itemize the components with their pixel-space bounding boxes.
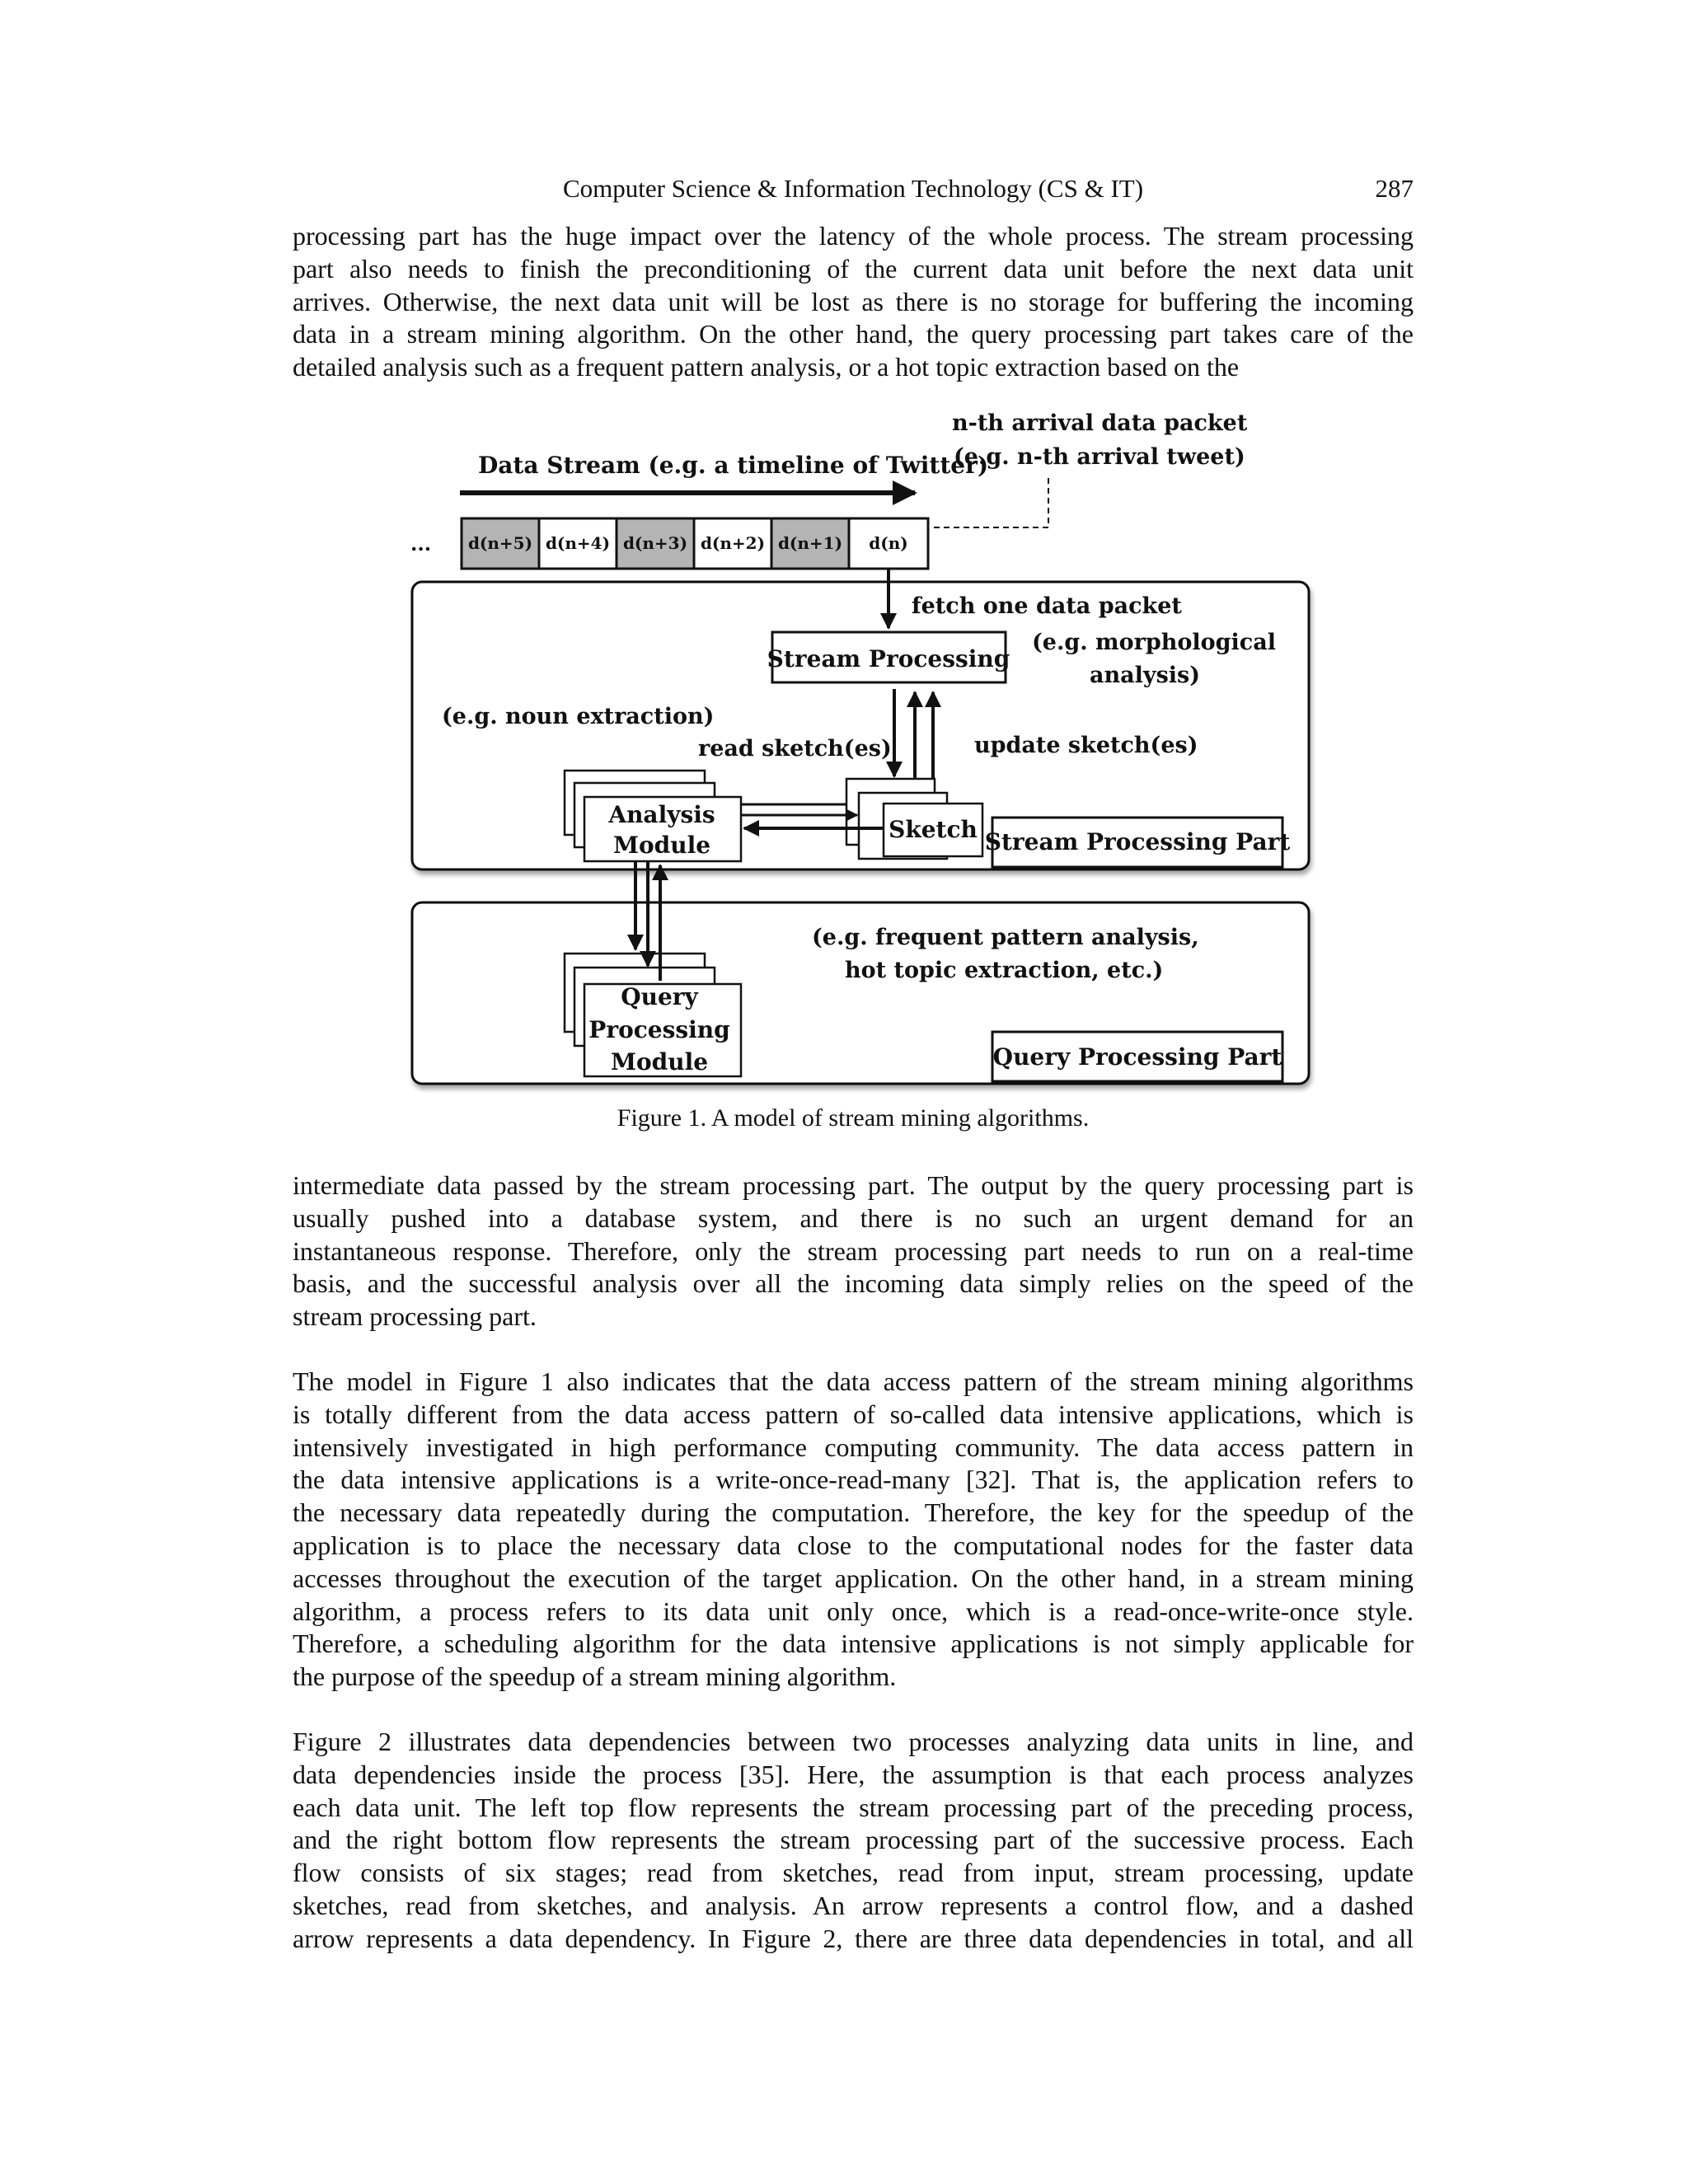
text-line: processing part has the huge impact over the latency of the whole process. The stream processing <box>293 221 1414 251</box>
query-label-2: Processing <box>588 1016 730 1043</box>
cell-label: d(n+2) <box>700 533 766 553</box>
text-line: is totally different from the data access pattern of so-called data intensive applications, which is <box>293 1399 1414 1429</box>
cell-label: d(n+1) <box>777 533 843 553</box>
text-line: application is to place the necessary data close to the computational nodes for the faster data <box>293 1530 1414 1560</box>
paragraph-2 <box>293 1169 1414 1333</box>
frequent-pattern-label-2: hot topic extraction, etc.) <box>845 958 1164 983</box>
text-line: sketches, read from sketches, and analysis. An arrow represents a control flow, and a dashed <box>293 1890 1414 1920</box>
text-line: and the right bottom flow represents the stream processing part of the successive process. Each <box>293 1825 1414 1855</box>
cell-label: d(n+3) <box>622 533 688 553</box>
page-number: 287 <box>1375 174 1414 203</box>
read-sketch-label: read sketch(es) <box>698 736 892 762</box>
figure-1-diagram <box>387 400 1335 1096</box>
text-line: the purpose of the speedup of a stream mining algorithm. <box>293 1661 897 1692</box>
paragraph-1 <box>293 220 1414 384</box>
header-title: Computer Science & Information Technology (CS & IT) <box>562 174 1144 203</box>
fetch-label: fetch one data packet <box>912 593 1182 619</box>
query-label-1: Query <box>621 983 698 1010</box>
analysis-label-1: Analysis <box>608 801 715 828</box>
text-line: intermediate data passed by the stream processing part. The output by the query processing part is <box>293 1170 1414 1200</box>
text-line: data in a stream mining algorithm. On the other hand, the query processing part takes care of the <box>293 319 1414 349</box>
text-line: stream processing part. <box>293 1301 537 1332</box>
cell-label: d(n+4) <box>545 533 611 553</box>
nth-arrival-label: n-th arrival data packet <box>952 410 1248 436</box>
text-line: intensively investigated in high performance computing community. The data access pattern in <box>293 1432 1414 1462</box>
text-line: accesses throughout the execution of the target application. On the other hand, in a stream mining <box>293 1563 1414 1593</box>
text-line: basis, and the successful analysis over all the incoming data simply relies on the speed of the <box>293 1268 1414 1299</box>
morph-label-1: (e.g. morphological <box>1032 630 1276 655</box>
sketch-label: Sketch <box>889 816 978 843</box>
figure-caption: Figure 1. A model of stream mining algorithms. <box>617 1104 1090 1132</box>
nth-arrival-example: (e.g. n-th arrival tweet) <box>954 444 1245 470</box>
text-line: each data unit. The left top flow represents the stream processing part of the preceding process, <box>293 1792 1414 1822</box>
noun-extraction-label: (e.g. noun extraction) <box>442 704 715 729</box>
data-stream-cells <box>462 518 928 569</box>
text-line: Therefore, a scheduling algorithm for the data intensive applications is not simply applicable for <box>293 1629 1414 1659</box>
dashed-connector <box>930 478 1048 527</box>
cell-label: d(n) <box>869 533 908 553</box>
paragraph-3 <box>293 1366 1414 1694</box>
ellipsis-label: ... <box>410 532 432 555</box>
text-line: detailed analysis such as a frequent pattern analysis, or a hot topic extraction based on the <box>293 352 1240 382</box>
running-header <box>293 174 1414 207</box>
query-processing-part-label: Query Processing Part <box>992 1043 1282 1071</box>
paragraph-4 <box>293 1726 1414 1956</box>
update-sketch-label: update sketch(es) <box>974 733 1198 758</box>
text-line: usually pushed into a database system, and there is no such an urgent demand for an <box>293 1202 1414 1233</box>
text-line: the data intensive applications is a write-once-read-many [32]. That is, the application refers to <box>293 1465 1414 1495</box>
text-line: arrives. Otherwise, the next data unit will be lost as there is no storage for buffering the incoming <box>293 286 1414 316</box>
text-line: instantaneous response. Therefore, only the stream processing part needs to run on a real-time <box>293 1235 1414 1266</box>
frequent-pattern-label-1: (e.g. frequent pattern analysis, <box>812 925 1199 950</box>
cell-label: d(n+5) <box>467 533 533 553</box>
stream-processing-label: Stream Processing <box>767 645 1010 673</box>
stream-processing-part-label: Stream Processing Part <box>984 828 1291 855</box>
text-line: The model in Figure 1 also indicates that the data access pattern of the stream mining algorithms <box>293 1366 1414 1396</box>
morph-label-2: analysis) <box>1090 663 1200 688</box>
text-line: arrow represents a data dependency. In Figure 2, there are three data dependencies in total, and all <box>293 1923 1414 1953</box>
text-line: algorithm, a process refers to its data unit only once, which is a read-once-write-once style. <box>293 1596 1414 1626</box>
text-line: part also needs to finish the preconditioning of the current data unit before the next data unit <box>293 253 1414 284</box>
text-line: the necessary data repeatedly during the computation. Therefore, the key for the speedup of the <box>293 1497 1414 1528</box>
analysis-label-2: Module <box>612 832 711 859</box>
query-label-3: Module <box>610 1048 709 1076</box>
text-line: data dependencies inside the process [35]. Here, the assumption is that each process analyzes <box>293 1759 1414 1789</box>
text-line: flow consists of six stages; read from sketches, read from input, stream processing, update <box>293 1858 1414 1888</box>
data-stream-label: Data Stream (e.g. a timeline of Twitter) <box>478 452 989 479</box>
text-line: Figure 2 illustrates data dependencies between two processes analyzing data units in line, and <box>293 1727 1414 1756</box>
